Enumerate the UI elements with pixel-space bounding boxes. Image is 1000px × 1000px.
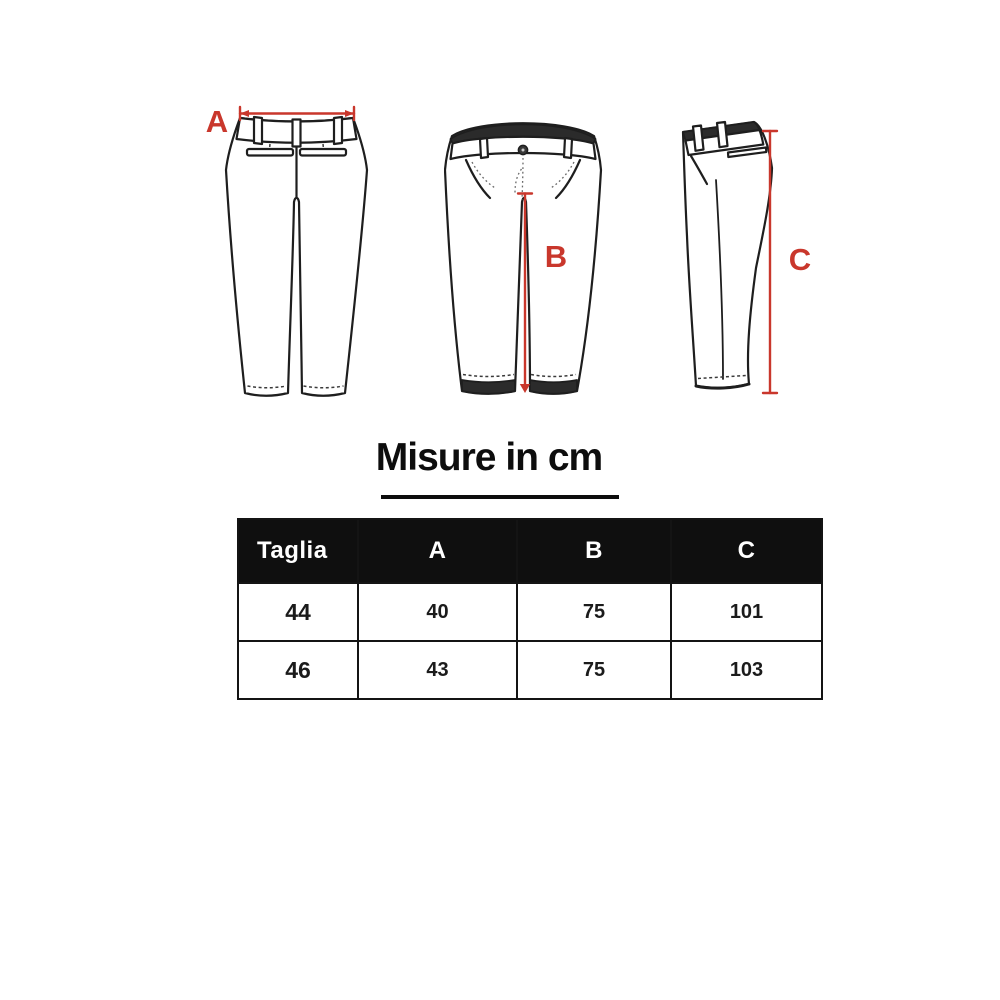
size-table-header-taglia: Taglia — [238, 519, 358, 583]
cell-taglia-46: 46 — [238, 641, 358, 699]
waist-button-center — [522, 149, 525, 152]
cell-c-44: 101 — [671, 583, 822, 641]
size-table-header-c: C — [671, 519, 822, 583]
pants-back-silhouette — [226, 117, 367, 396]
size-table-row-44 — [238, 583, 822, 641]
size-table — [237, 518, 823, 700]
hem-facing — [462, 380, 515, 394]
size-table-header-a: A — [358, 519, 517, 583]
cell-a-46: 43 — [358, 641, 517, 699]
cell-b-44: 75 — [517, 583, 671, 641]
size-table-header-row — [238, 519, 822, 583]
measure-line-a — [236, 105, 358, 122]
measure-line-b — [515, 191, 535, 395]
measure-label-b: B — [544, 239, 568, 274]
measure-label-a: A — [205, 104, 229, 139]
size-table-row-46 — [238, 641, 822, 699]
hem-facing — [530, 380, 577, 394]
cell-b-46: 75 — [517, 641, 671, 699]
pants-side-silhouette — [683, 122, 772, 388]
page-title: Misure in cm — [375, 436, 603, 479]
pants-back-view-drawing — [210, 96, 375, 402]
cell-taglia-44: 44 — [238, 583, 358, 641]
measure-line-c — [760, 128, 780, 398]
measure-label-c: C — [788, 242, 812, 277]
size-table-header-b: B — [517, 519, 671, 583]
belt-loop — [293, 120, 301, 147]
cell-a-44: 40 — [358, 583, 517, 641]
cell-c-46: 103 — [671, 641, 822, 699]
back-pocket-welt — [300, 149, 346, 156]
back-pocket-welt — [247, 149, 293, 156]
title-underline — [381, 495, 619, 499]
